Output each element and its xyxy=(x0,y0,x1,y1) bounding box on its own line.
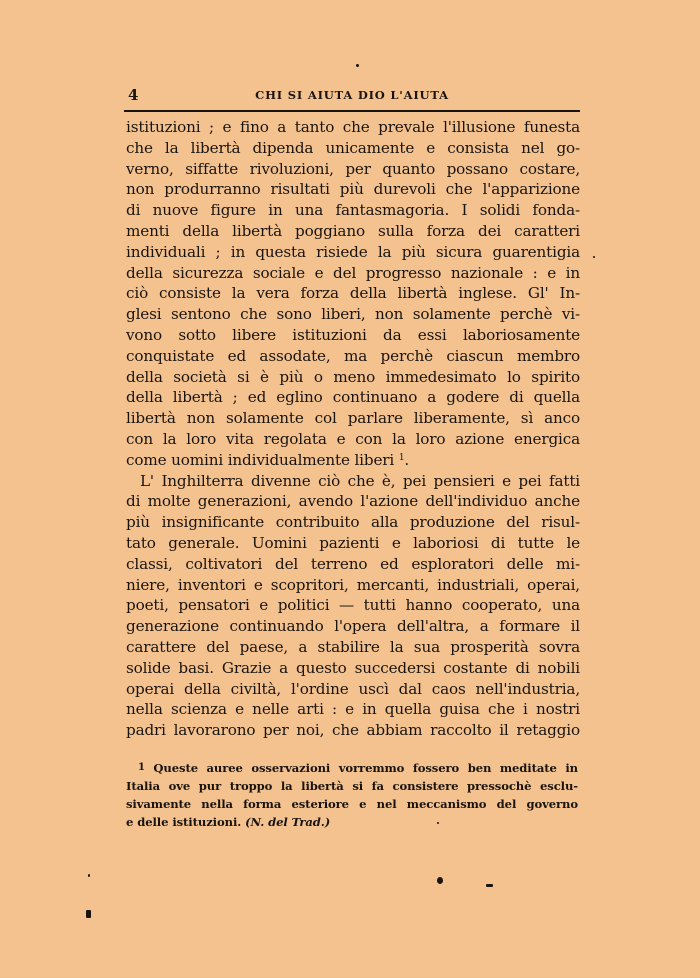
text-line: tato generale. Uomini pazienti e laboriosi di tutte le xyxy=(126,533,580,552)
text-line: generazione continuando l'opera dell'altra, a formare il xyxy=(126,617,580,636)
translator-note: (N. del Trad.) xyxy=(245,815,331,829)
text-line: vono sotto libere istituzioni da essi laboriosamente xyxy=(126,325,580,344)
text-line: classi, coltivatori del terreno ed esploratori delle mi- xyxy=(126,554,580,573)
text-line: glesi sentono che sono liberi, non solamente perchè vi- xyxy=(126,305,580,324)
paragraph-1 xyxy=(126,117,580,471)
text-line: operai della civiltà, l'ordine uscì dal caos nell'industria, xyxy=(126,679,580,698)
text-line: di nuove figure in una fantasmagoria. I solidi fonda- xyxy=(126,201,580,220)
page-number: 4 xyxy=(128,86,139,104)
text-line: della società si è più o meno immedesimato lo spirito xyxy=(126,367,580,386)
last-line-text: come uomini individualmente liberi xyxy=(126,450,395,469)
footnote-line-text: Queste auree osservazioni vorremmo fossero ben meditate in xyxy=(153,761,578,775)
ink-speck xyxy=(437,877,443,884)
text-line: con la loro vita regolata e con la loro azione energica xyxy=(126,429,580,448)
ink-speck xyxy=(437,822,439,824)
text-line: di molte generazioni, avendo l'azione dell'individuo anche xyxy=(126,492,580,511)
text-line: più insignificante contribuito alla produzione del risul- xyxy=(126,513,580,532)
text-line: istituzioni ; e fino a tanto che prevale l'illusione funesta xyxy=(126,118,580,136)
text-line-last: come uomini individualmente liberi $^1$. xyxy=(126,450,410,469)
footnote-reference: 1 xyxy=(398,452,405,463)
text-line: della sicurezza sociale e del progresso nazionale : e in xyxy=(126,263,580,282)
text-line: nella scienza e nelle arti : e in quella guisa che i nostri xyxy=(126,700,580,719)
text-line: poeti, pensatori e politici — tutti hanno cooperato, una xyxy=(126,596,580,615)
footnote-line-last xyxy=(126,813,578,831)
ink-speck xyxy=(356,64,359,67)
text-line: non produrranno risultati più durevoli che l'apparizione xyxy=(126,180,580,199)
running-title: CHI SI AIUTA DIO L'AIUTA xyxy=(255,88,449,102)
ink-speck xyxy=(88,874,90,877)
text-line: libertà non solamente col parlare liberamente, sì anco xyxy=(126,409,580,428)
running-header xyxy=(124,84,580,106)
text-line: menti della libertà poggiano sulla forza dei caratteri xyxy=(126,221,580,240)
text-line: niere, inventori e scopritori, mercanti, industriali, operai, xyxy=(126,575,580,594)
footnote-line: Italia ove pur troppo la libertà si fa consistere pressochè esclu- xyxy=(126,779,578,793)
paragraph-2 xyxy=(126,471,580,741)
text-line: ciò consiste la vera forza della libertà inglese. Gl' In- xyxy=(126,284,580,303)
text-line: conquistate ed assodate, ma perchè ciascun membro xyxy=(126,346,580,365)
footnote-last-text: e delle istituzioni. xyxy=(126,815,242,829)
text-line: padri lavorarono per noi, che abbiam raccolto il retaggio xyxy=(126,721,580,740)
body-text xyxy=(126,117,580,741)
text-line: individuali ; in questa risiede la più sicura guarentigia xyxy=(126,242,580,261)
text-line: solide basi. Grazie a questo succedersi costante di nobili xyxy=(126,658,580,677)
text-line: verno, siffatte rivoluzioni, per quanto possano costare, xyxy=(126,159,580,178)
ink-speck xyxy=(593,256,595,258)
ink-speck xyxy=(486,884,493,887)
text-line: carattere del paese, a stabilire la sua prosperità sovra xyxy=(126,637,580,656)
text-line: che la libertà dipenda unicamente e consista nel go- xyxy=(126,138,580,157)
text-line: L' Inghilterra divenne ciò che è, pei pensieri e pei fatti xyxy=(140,471,580,490)
header-rule xyxy=(124,110,580,112)
ink-speck xyxy=(86,910,91,918)
footnote-line xyxy=(126,759,578,777)
text-line: della libertà ; ed eglino continuano a godere di quella xyxy=(126,388,580,407)
footnote-marker: 1 xyxy=(138,762,145,773)
footnote-line: sivamente nella forma esteriore e nel meccanismo del governo xyxy=(126,797,578,811)
footnote xyxy=(126,759,578,831)
